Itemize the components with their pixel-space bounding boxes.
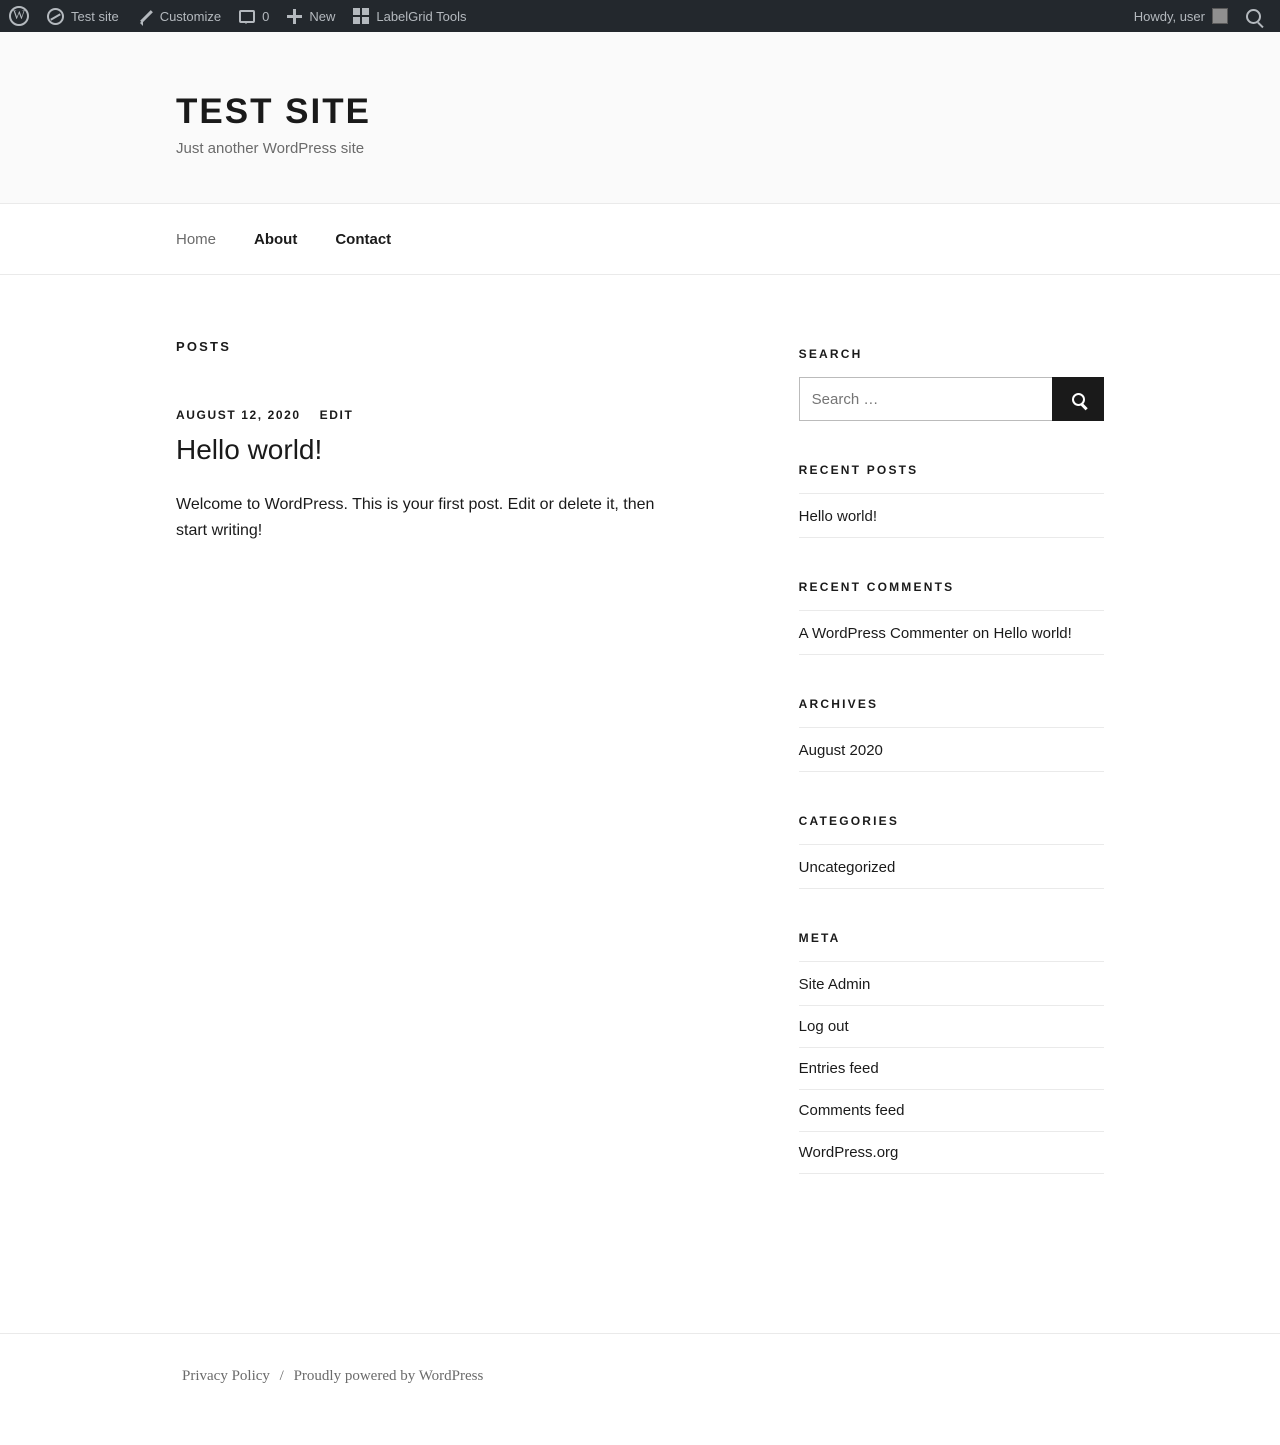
list-item[interactable] [799, 493, 1104, 538]
adminbar-labelgrid-tools[interactable] [344, 0, 475, 32]
adminbar-search-button[interactable] [1237, 0, 1270, 32]
adminbar-customize-label: Customize [159, 8, 222, 24]
wordpress-logo-icon [9, 6, 29, 26]
adminbar-new-label: New [309, 8, 336, 24]
widget-recent-posts [799, 463, 1104, 538]
meta-link-wordpress-org[interactable]: WordPress.org [798, 1144, 899, 1161]
search-submit-button[interactable] [1052, 377, 1104, 421]
sidebar [799, 339, 1104, 1216]
post-title-link[interactable]: Hello world! [176, 434, 323, 465]
nav-item-home[interactable] [176, 231, 216, 248]
list-item[interactable] [799, 727, 1104, 772]
meta-link-log-out[interactable]: Log out [798, 1018, 849, 1035]
post-meta [176, 408, 723, 422]
admin-bar [0, 0, 1280, 32]
adminbar-labelgrid-label: LabelGrid Tools [376, 8, 467, 24]
page-title: POSTS [176, 339, 232, 354]
adminbar-site-name[interactable] [38, 0, 128, 32]
widget-meta [799, 931, 1104, 1174]
post-content [176, 492, 723, 543]
search-icon [1246, 9, 1261, 24]
nav-item-contact[interactable] [335, 231, 391, 248]
widget-archives [799, 697, 1104, 772]
comment-post-link[interactable]: Hello world! [993, 625, 1072, 642]
adminbar-comments-count: 0 [262, 8, 270, 24]
avatar [1212, 8, 1228, 24]
recent-post-link[interactable]: Hello world! [798, 508, 878, 525]
grid-icon [353, 8, 369, 24]
footer-separator: / [279, 1368, 284, 1384]
widget-search [799, 347, 1104, 421]
adminbar-site-label: Test site [71, 8, 119, 24]
widget-archives-title: ARCHIVES [798, 697, 879, 711]
adminbar-customize[interactable] [128, 0, 230, 32]
widget-meta-title: META [798, 931, 841, 945]
post-edit-link[interactable]: EDIT [319, 408, 354, 422]
post-date-link[interactable]: AUGUST 12, 2020 [176, 408, 301, 422]
adminbar-wp-logo-button[interactable] [0, 0, 38, 32]
widget-recent-posts-title: RECENT POSTS [798, 463, 919, 477]
site-icon [47, 8, 64, 25]
privacy-policy-link[interactable]: Privacy Policy [182, 1368, 270, 1384]
comment-bubble-icon [239, 10, 255, 23]
content-area [88, 275, 1192, 1275]
meta-link-site-admin[interactable]: Site Admin [798, 976, 871, 993]
search-form [799, 377, 1104, 421]
list-item[interactable] [799, 1048, 1104, 1090]
nav-item-about[interactable] [254, 231, 297, 248]
widget-search-title: SEARCH [798, 347, 863, 361]
archive-link-august-2020[interactable]: August 2020 [798, 742, 883, 759]
site-title[interactable]: TEST SITE [176, 92, 371, 131]
post-article [176, 408, 723, 543]
primary-navigation [0, 204, 1280, 275]
adminbar-howdy-label: Howdy, user [1133, 8, 1205, 24]
widget-recent-comments [799, 580, 1104, 655]
category-link-uncategorized[interactable]: Uncategorized [798, 859, 896, 876]
list-item[interactable] [799, 961, 1104, 1006]
site-tagline: Just another WordPress site [176, 140, 365, 157]
nav-link-home[interactable]: Home [176, 230, 217, 248]
plus-icon [287, 9, 302, 24]
list-item[interactable] [799, 1132, 1104, 1174]
list-item[interactable] [799, 1006, 1104, 1048]
widget-categories [799, 814, 1104, 889]
search-input[interactable] [799, 377, 1052, 421]
nav-link-contact[interactable]: Contact [335, 230, 392, 248]
list-item[interactable] [799, 610, 1104, 655]
list-item[interactable] [799, 1090, 1104, 1132]
site-header [0, 32, 1280, 204]
widget-categories-title: CATEGORIES [798, 814, 900, 828]
post-title [176, 434, 723, 466]
main-content [176, 339, 723, 543]
adminbar-comments[interactable] [230, 0, 278, 32]
comment-author-link[interactable]: A WordPress Commenter [798, 625, 969, 642]
meta-link-entries-feed[interactable]: Entries feed [798, 1060, 879, 1077]
widget-recent-comments-title: RECENT COMMENTS [798, 580, 955, 594]
footer-credits [182, 1368, 1098, 1385]
adminbar-my-account[interactable] [1125, 0, 1237, 32]
meta-link-comments-feed[interactable]: Comments feed [798, 1102, 905, 1119]
wordpress-credit-link[interactable]: Proudly powered by WordPress [293, 1368, 484, 1384]
comment-on-label: on [972, 625, 990, 642]
search-icon [1072, 393, 1085, 406]
site-footer [0, 1333, 1280, 1425]
adminbar-new-content[interactable] [278, 0, 344, 32]
post-excerpt: Welcome to WordPress. This is your first post. Edit or delete it, then start writing! [176, 496, 655, 539]
list-item[interactable] [799, 844, 1104, 889]
pencil-icon [137, 8, 153, 24]
nav-link-about[interactable]: About [254, 230, 298, 248]
